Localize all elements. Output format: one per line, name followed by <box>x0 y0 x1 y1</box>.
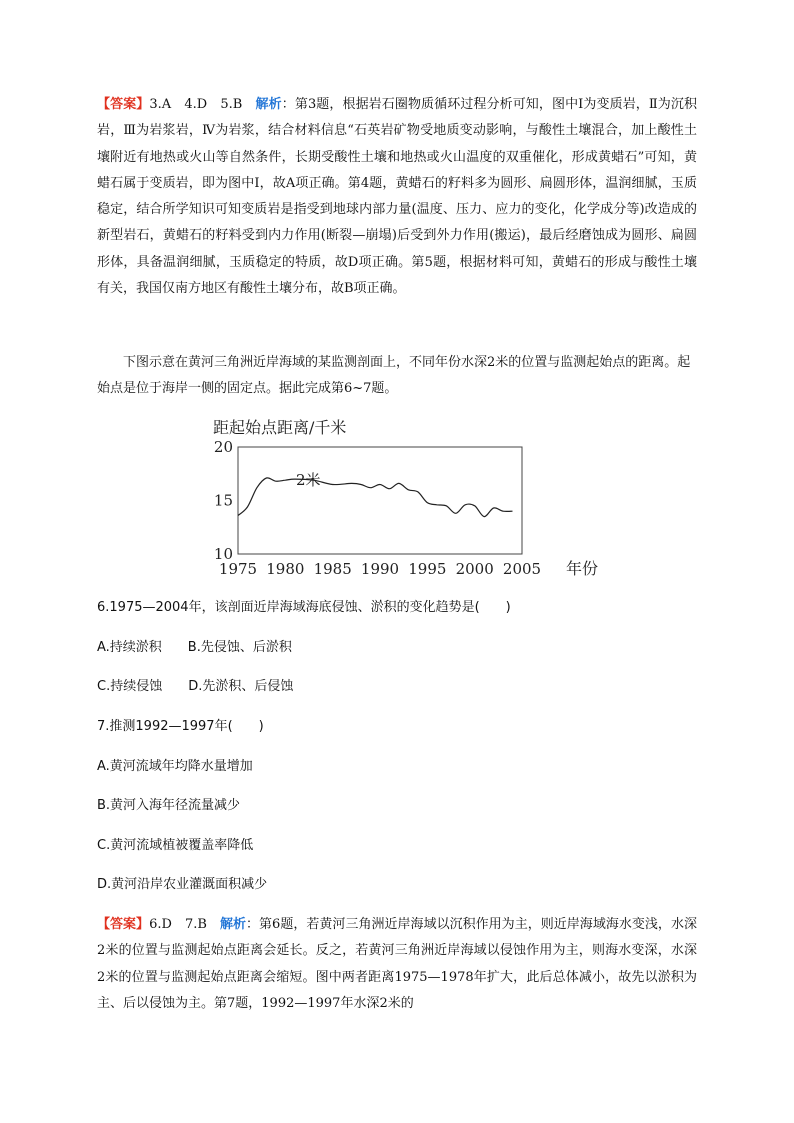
answer-values-2: 6.D 7.B <box>149 917 207 932</box>
answer-values: 3.A 4.D 5.B <box>149 97 243 112</box>
y-tick-labels <box>214 438 233 563</box>
y-tick-label: 20 <box>213 438 233 456</box>
x-tick-label: 2005 <box>502 560 542 578</box>
question-7-option-b: B.黄河入海年径流量减少 <box>97 798 241 813</box>
question-intro: 下图示意在黄河三角洲近岸海域的某监测剖面上，不同年份水深2米的位置与监测起始点的距离。起始点是位于海岸一侧的固定点。据此完成第6~7题。 <box>97 355 691 396</box>
question-7-option-c: C.黄河流域植被覆盖率降低 <box>97 838 254 853</box>
x-axis-label: 年份 <box>566 559 599 578</box>
question-6-options-row2: C.持续侵蚀 D.先淤积、后侵蚀 <box>97 679 294 694</box>
answer-block-2 <box>97 912 697 1017</box>
question-7-option-d: D.黄河沿岸农业灌溉面积减少 <box>97 877 268 892</box>
x-tick-label: 1980 <box>266 560 305 578</box>
plot-frame <box>238 447 522 554</box>
answer-tag-2: 【答案】 <box>97 917 150 932</box>
distance-line-chart <box>205 412 605 582</box>
question-7-option-a: A.黄河流域年均降水量增加 <box>97 759 253 774</box>
x-tick-label: 1995 <box>408 560 447 578</box>
x-tick-label: 2000 <box>455 560 494 578</box>
answer-tag: 【答案】 <box>97 97 150 112</box>
question-7-stem: 7.推测1992—1997年( ) <box>97 719 264 734</box>
question-6-options-row1: A.持续淤积 B.先侵蚀、后淤积 <box>97 640 292 655</box>
analysis-text-2: ：第6题，若黄河三角洲近岸海域以沉积作用为主，则近岸海域海水变浅，水深2米的位置与监测起始点距离会延长。反之，若黄河三角洲近岸海域以侵蚀作用为主，则海水变深，水深2米的位置与监测起始点距离会缩短。图中两者距离1975—1978年扩大，此后总体减小，故先以淤积为主、后以侵蚀为主。第7题，1992—1997年水深2米的 <box>97 917 697 1011</box>
series-label: 2米 <box>296 471 321 489</box>
analysis-tag: 解析 <box>255 97 282 112</box>
question-6-stem: 6.1975—2004年，该剖面近岸海域海底侵蚀、淤积的变化趋势是( ) <box>97 600 511 615</box>
answer-block-1 <box>97 92 697 302</box>
analysis-text: ：第3题，根据岩石圈物质循环过程分析可知，图中Ⅰ为变质岩，Ⅱ为沉积岩，Ⅲ为岩浆岩，Ⅳ为岩浆，结合材料信息“石英岩矿物受地质变动影响，与酸性土壤混合，加上酸性土壤附近有地热或火山等自然条件，长期受酸性土壤和地热或火山温度的双重催化，形成黄蜡石”可知，黄蜡石属于变质岩，即为图中Ⅰ，故A项正确。第4题，黄蜡石的籽料多为圆形、扁圆形体，温润细腻，玉质稳定，结合所学知识可知变质岩是指受到地球内部力量(温度、压力、应力的变化，化学成分等)改造成的新型岩石，黄蜡石的籽料受到内力作用(断裂—崩塌)后受到外力作用(搬运)，最后经磨蚀成为圆形、扁圆形体，具备温润细腻，玉质稳定的特质，故D项正确。第5题，根据材料可知，黄蜡石的形成与酸性土壤有关，我国仅南方地区有酸性土壤分布，故B项正确。 <box>97 97 697 297</box>
analysis-tag-2: 解析 <box>219 917 247 932</box>
x-tick-label: 1985 <box>313 560 352 578</box>
x-tick-labels <box>219 560 541 578</box>
x-tick-label: 1975 <box>218 560 258 578</box>
y-axis-label: 距起始点距离/千米 <box>213 418 347 437</box>
x-tick-label: 1990 <box>360 560 400 578</box>
y-tick-label: 10 <box>213 545 233 563</box>
y-tick-label: 15 <box>213 491 233 510</box>
series-line-2m <box>238 478 513 517</box>
